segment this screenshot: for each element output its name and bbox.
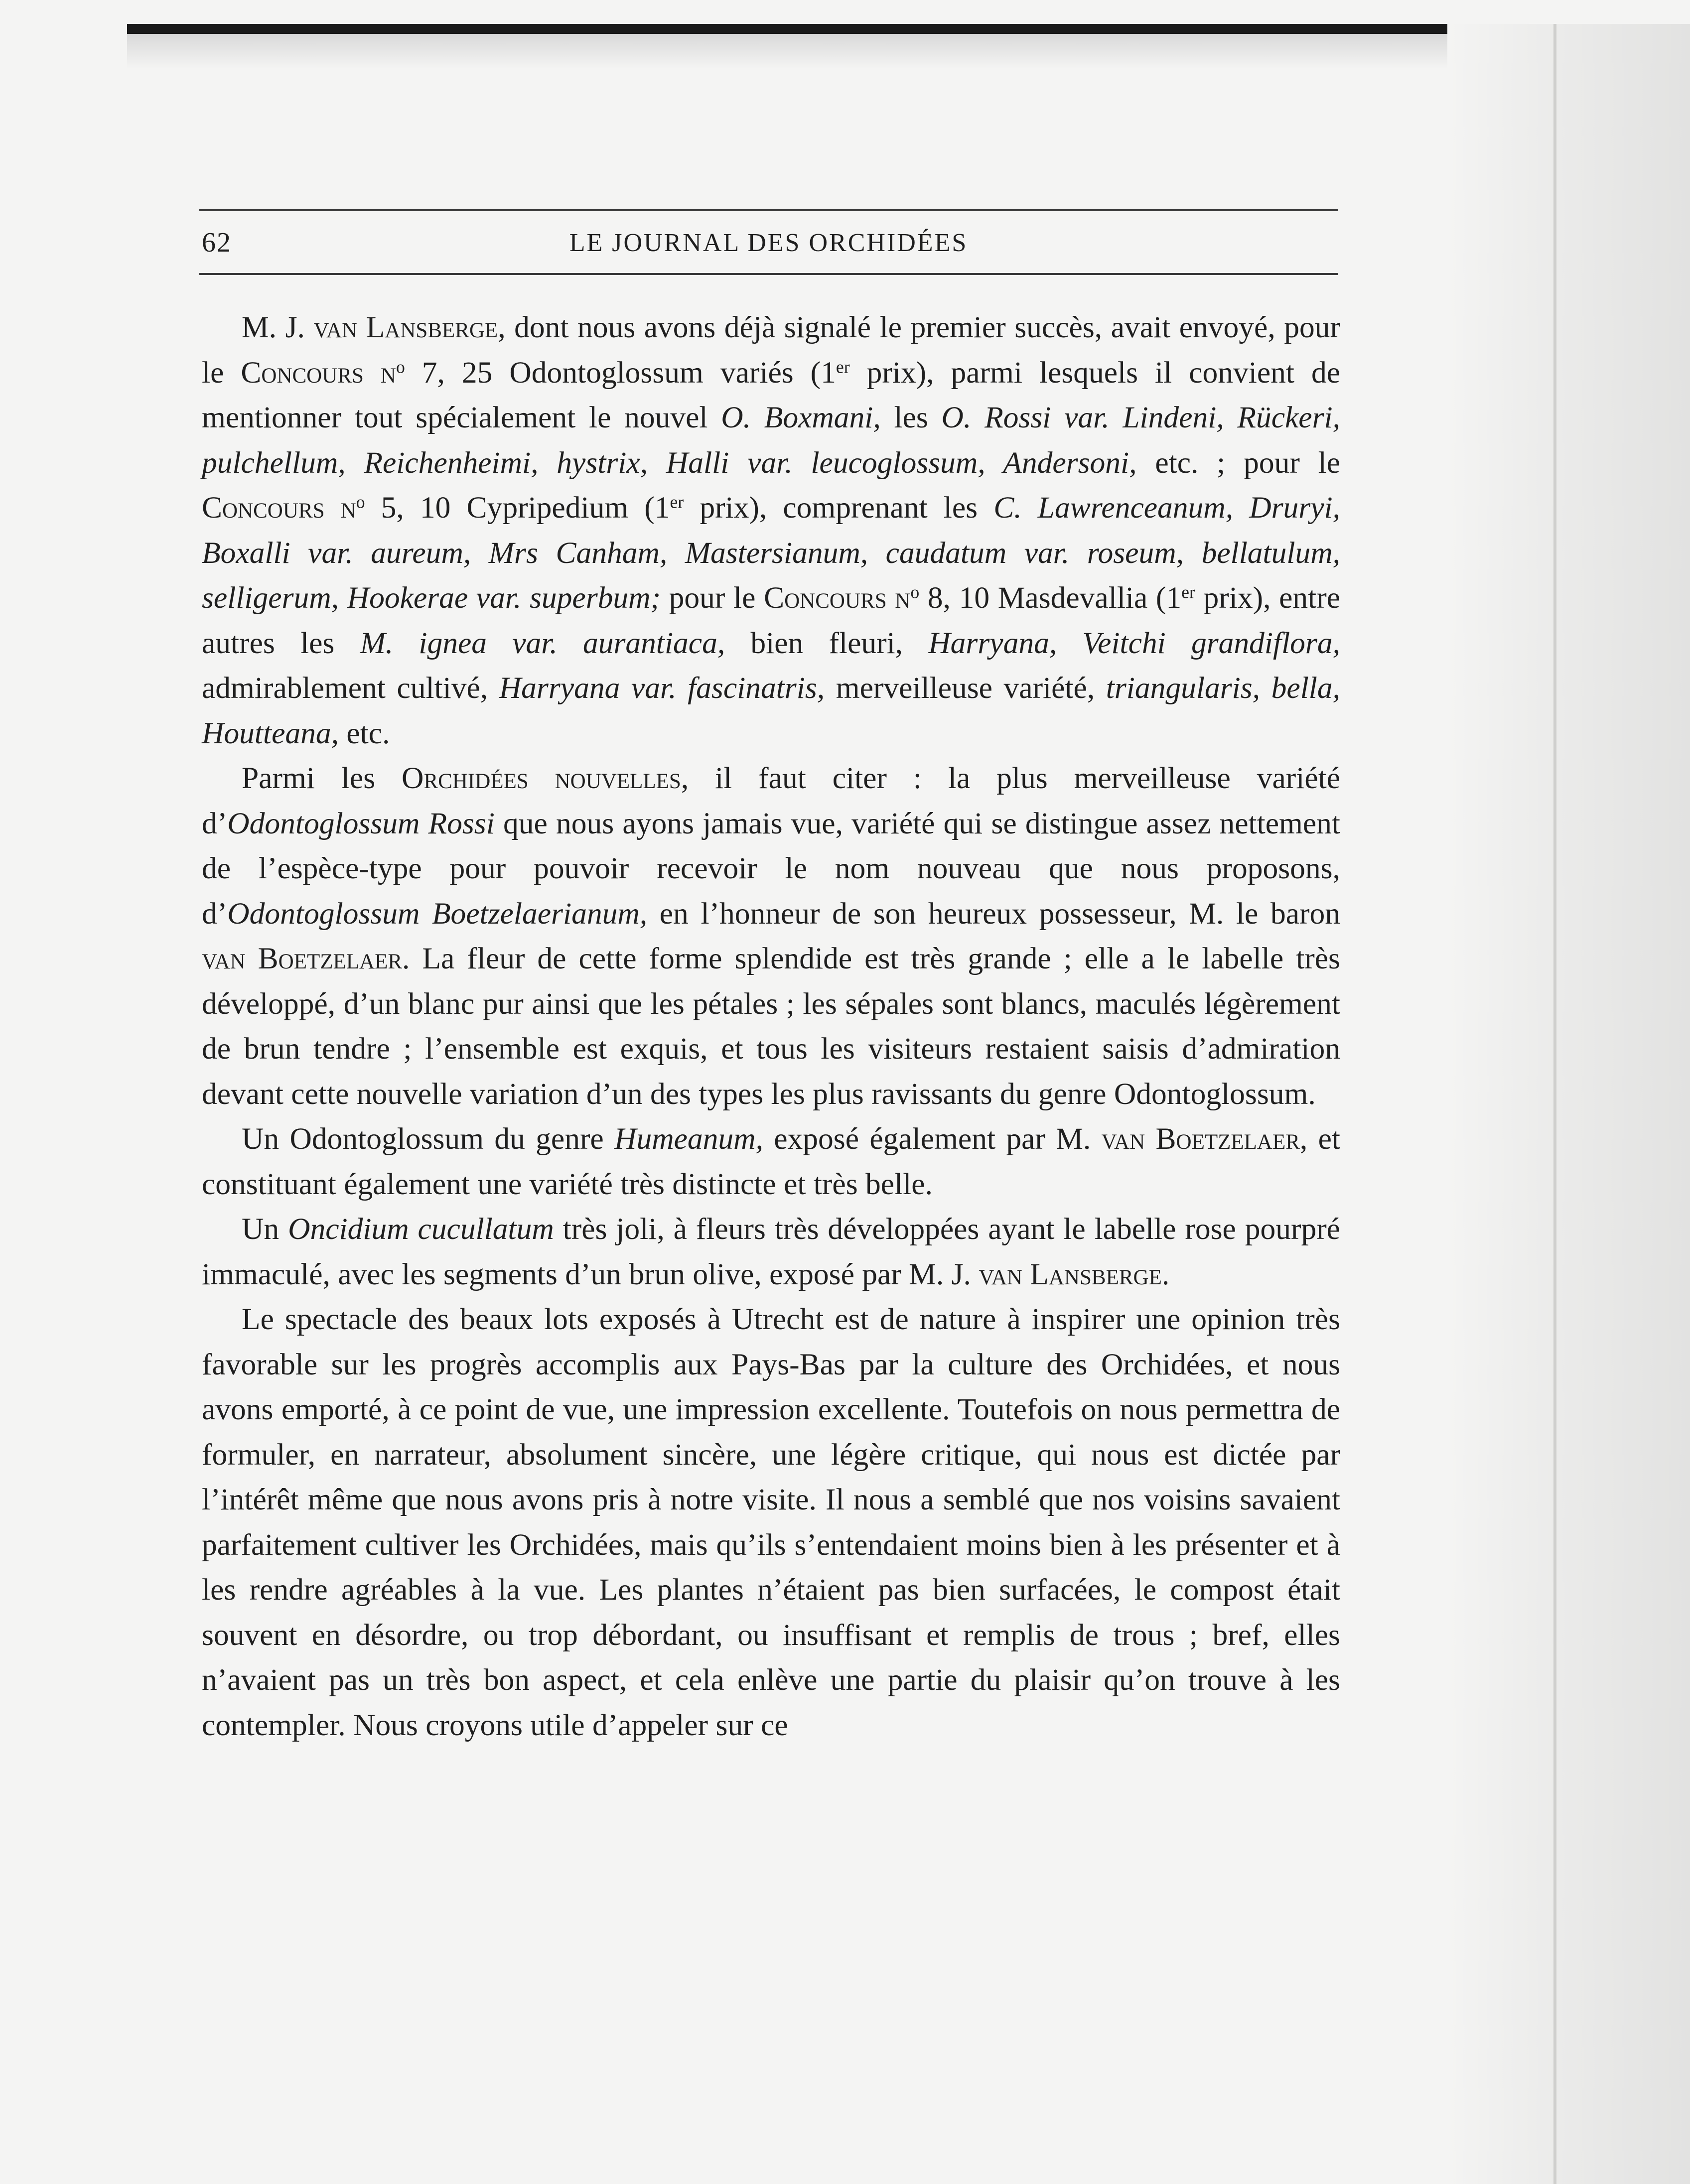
text-run: Le spectacle des beaux lots exposés à Utrecht est de nature à inspirer une opinion très favorable sur les progrès accomplis aux Pays-Bas par la culture des Orchidées, et nous avons emporté, à ce point de vue, une impression excellente. Toutefois on nous permettra de formuler, en narrateur, absolument sincère, une légère critique, qui nous est dictée par l’intérêt même que nous avons pris à notre visite. Il nous a semblé que nos voisins savaient parfaitement cultiver les Orchidées, mais qu’ils s’entendaient moins bien à les présenter et à les rendre agréables à la vue. Les plantes n’étaient pas bien surfacées, le compost était souvent en désordre, ou trop débordant, ou insuffisant et remplis de trous ; bref, elles n’avaient pas un très bon aspect, et cela enlève une partie du plaisir qu’on trouve à les contempler. Nous croyons utile d’appeler sur ce: [202, 1302, 1340, 1742]
text-run: , et constituant également une variété très distincte et très belle.: [202, 1122, 1340, 1201]
text-run: bien fleuri,: [725, 626, 929, 660]
italic-text: Odontoglossum Rossi: [227, 806, 495, 840]
scan-top-shadow: [127, 34, 1562, 69]
scan-right-edge: [1553, 24, 1556, 2184]
paragraph: [202, 305, 1340, 756]
superscript: o: [910, 582, 920, 602]
italic-text: Harryana, Veitchi grandiflora,: [928, 626, 1340, 660]
article-body: [202, 305, 1340, 1748]
text-run: etc.: [339, 716, 390, 750]
small-caps-text: n: [895, 581, 911, 615]
paragraph: [202, 1207, 1340, 1297]
scan-right-margin: [1447, 24, 1690, 2184]
text-run: admirablement cultivé,: [202, 671, 499, 705]
text-run: 5, 10 Cypripedium (1: [365, 491, 670, 525]
small-caps-text: van Lansberge: [313, 310, 498, 344]
text-run: en l’honneur de son heureux possesseur, M. le baron: [647, 896, 1340, 931]
italic-text: O. Rossi var. Lindeni, Rückeri, pulchellum, Reichenheimi, hystrix, Halli var. leucoglossum, Andersoni,: [202, 401, 1340, 480]
text-run: M. J.: [242, 310, 314, 344]
superscript: er: [836, 356, 850, 377]
small-caps-text: n: [340, 491, 356, 525]
small-caps-text: Concours: [764, 581, 887, 615]
superscript: o: [356, 492, 365, 512]
text-run: , dont nous avons déjà signalé le premier succès, avait envoyé, pour le: [202, 310, 1341, 390]
text-run: .: [1161, 1257, 1170, 1291]
page-number: 62: [202, 227, 232, 258]
text-run: Un: [242, 1212, 288, 1246]
paragraph: [202, 1116, 1340, 1207]
text-run: très joli, à fleurs très développées ayant le labelle rose pourpré immaculé, avec les segments d’un brun olive, exposé par M. J.: [202, 1212, 1340, 1291]
italic-text: triangularis, bella, Houtteana,: [202, 671, 1340, 750]
italic-text: O. Boxmani,: [721, 401, 881, 434]
text-run: [887, 581, 895, 615]
text-run: [364, 356, 381, 390]
italic-text: Harryana var. fascinatris,: [499, 671, 825, 705]
text-run: merveilleuse variété,: [825, 671, 1106, 705]
small-caps-text: n: [380, 355, 396, 390]
header-rule-bottom: [199, 273, 1338, 275]
italic-text: C. Lawrenceanum, Druryi, Boxalli var. aureum, Mrs Canham, Mastersianum, caudatum var. roseum, bellatulum, selligerum, Hookerae var. superbum;: [202, 491, 1340, 615]
text-run: . La fleur de cette forme splendide est très grande ; elle a le labelle très développé, d’un blanc pur ainsi que les pétales ; les sépales sont blancs, maculés légèrement de brun tendre ; l’ensemble est exquis, et tous les visiteurs restaient saisis d’admiration devant cette nouvelle variation d’un des types les plus ravissants du genre Odontoglossum.: [202, 942, 1340, 1111]
small-caps-text: van Lansberge: [979, 1257, 1162, 1291]
italic-text: M. ignea var. aurantiaca,: [360, 626, 725, 660]
scan-top-edge: [127, 24, 1562, 34]
text-run: que nous ayons jamais vue, variété qui se distingue assez nettement de l’espèce-type pour pouvoir recevoir le nom nouveau que nous proposons, d’: [202, 806, 1341, 931]
text-run: les: [880, 401, 942, 434]
small-caps-text: Concours: [241, 355, 364, 390]
superscript: o: [396, 356, 405, 377]
paragraph: [202, 756, 1340, 1116]
superscript: er: [670, 492, 684, 512]
small-caps-text: Concours: [202, 491, 325, 525]
small-caps-text: van Boetzelaer: [1101, 1122, 1300, 1156]
text-run: prix), parmi lesquels il convient de mentionner tout spécialement le nouvel: [202, 355, 1341, 434]
text-run: 7, 25 Odontoglossum variés (1: [405, 355, 836, 390]
running-title: LE JOURNAL DES ORCHIDÉES: [569, 229, 968, 257]
text-run: prix), comprenant les: [684, 491, 994, 525]
italic-text: Humeanum,: [614, 1122, 763, 1156]
superscript: er: [1181, 582, 1195, 602]
paragraph: [202, 1297, 1340, 1748]
text-run: etc. ; pour le: [1136, 445, 1340, 480]
text-run: 8, 10 Masdevallia (1: [919, 581, 1182, 615]
text-run: exposé également par M.: [763, 1122, 1102, 1156]
text-run: pour le: [661, 581, 764, 615]
italic-text: Oncidium cucullatum: [288, 1212, 554, 1246]
text-run: [325, 491, 341, 525]
italic-text: Odontoglossum Boetzelaerianum,: [227, 896, 648, 931]
small-caps-text: Orchidées nouvelles: [402, 761, 681, 795]
header-rule-top: [199, 209, 1338, 211]
text-run: Parmi les: [242, 761, 402, 795]
text-run: prix), entre autres les: [202, 581, 1340, 660]
small-caps-text: van Boetzelaer: [202, 942, 403, 975]
text-run: Un Odontoglossum du genre: [242, 1122, 615, 1156]
text-run: , il faut citer : la plus merveilleuse variété d’: [202, 761, 1340, 840]
